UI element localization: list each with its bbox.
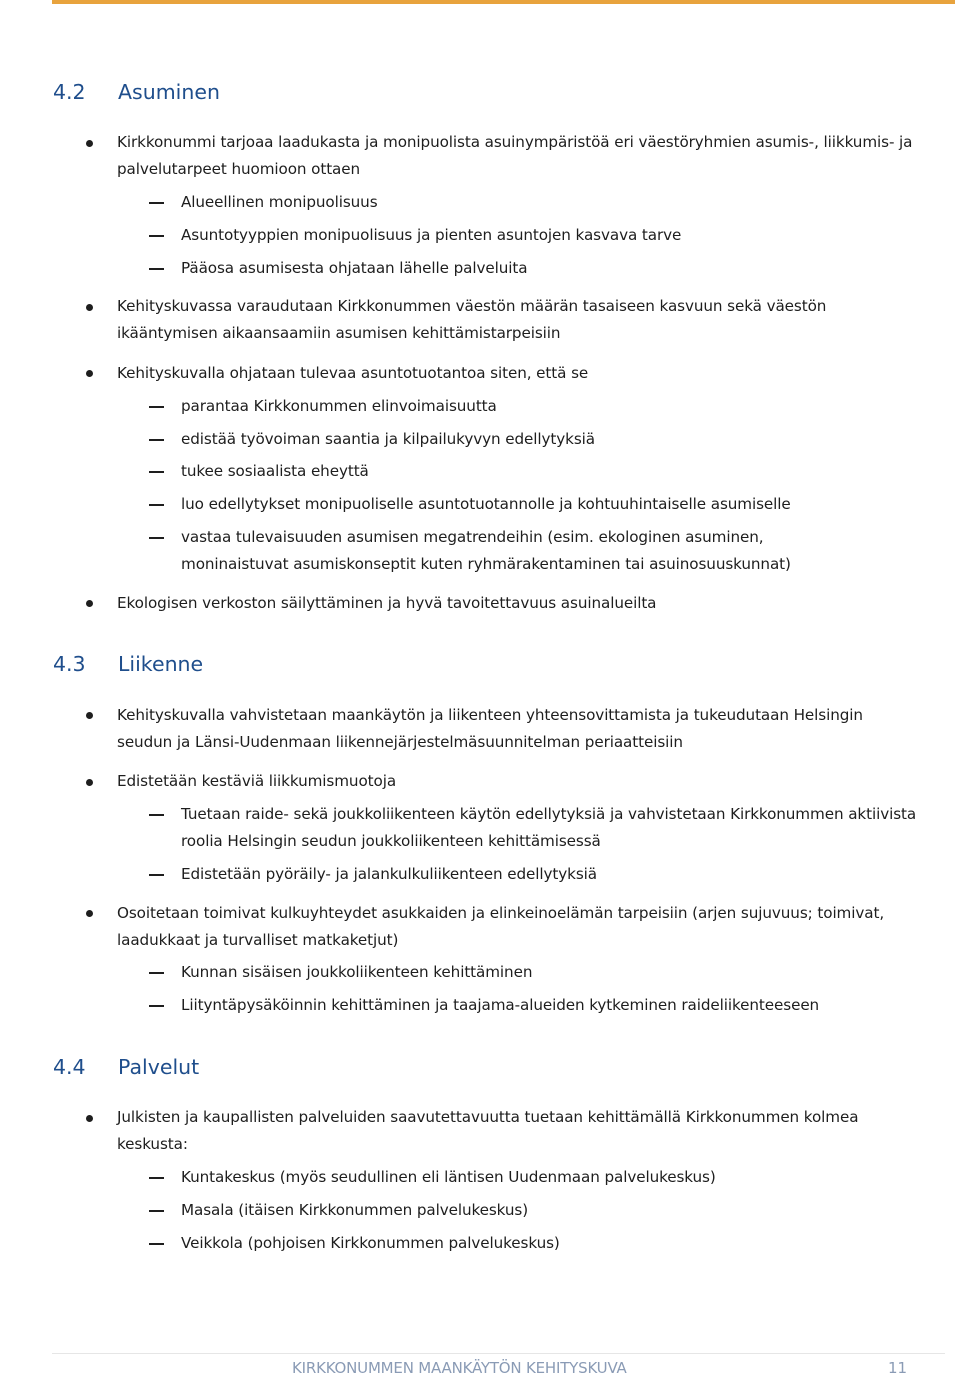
page-number: 11 xyxy=(888,1359,908,1377)
bullet-icon xyxy=(86,600,93,607)
dash-icon xyxy=(149,1177,164,1179)
heading-number: 4.2 xyxy=(53,80,86,104)
sub-item: vastaa tulevaisuuden asumisen megatrendeihin (esim. ekologinen asuminen, moninaistuvat asumiskonseptit kuten ryhmärakentaminen tai asuinosuuskunnat) xyxy=(181,528,791,573)
dash-icon xyxy=(149,972,164,974)
sub-item: Kunnan sisäisen joukkoliikenteen kehittäminen xyxy=(181,963,533,981)
sub-item: Liityntäpysäköinnin kehittäminen ja taajama-alueiden kytkeminen raideliikenteeseen xyxy=(181,996,820,1014)
list-item: Kehityskuvalla vahvistetaan maankäytön ja liikenteen yhteensovittamista ja tukeudutaan Helsingin seudun ja Länsi-Uudenmaan liikennejärjestelmäsuunnitelman periaatteisiin xyxy=(117,706,863,751)
dash-icon xyxy=(149,537,164,539)
bullet-icon xyxy=(86,140,93,147)
sub-item: Asuntotyyppien monipuolisuus ja pienten asuntojen kasvava tarve xyxy=(181,226,682,244)
bullet-icon xyxy=(86,779,93,786)
footer-rule xyxy=(52,1353,945,1354)
sub-item: luo edellytykset monipuoliselle asuntotuotannolle ja kohtuuhintaiselle asumiselle xyxy=(181,495,791,513)
heading-4-3 xyxy=(53,652,203,676)
sub-item: Alueellinen monipuolisuus xyxy=(181,193,378,211)
footer-title: KIRKKONUMMEN MAANKÄYTÖN KEHITYSKUVA xyxy=(292,1359,627,1377)
dash-icon xyxy=(149,504,164,506)
sub-item: parantaa Kirkkonummen elinvoimaisuutta xyxy=(181,397,497,415)
bullet-icon xyxy=(86,712,93,719)
dash-icon xyxy=(149,202,164,204)
dash-icon xyxy=(149,439,164,441)
dash-icon xyxy=(149,874,164,876)
bullet-icon xyxy=(86,910,93,917)
sub-item: Veikkola (pohjoisen Kirkkonummen palvelukeskus) xyxy=(181,1234,560,1252)
bullet-icon xyxy=(86,370,93,377)
sub-item: Masala (itäisen Kirkkonummen palvelukeskus) xyxy=(181,1201,529,1219)
bullet-icon xyxy=(86,1115,93,1122)
sub-item: tukee sosiaalista eheyttä xyxy=(181,462,369,480)
sub-item: Tuetaan raide- sekä joukkoliikenteen käytön edellytyksiä ja vahvistetaan Kirkkonummen aktiivista roolia Helsingin seudun joukkoliikenteen kehittämisessä xyxy=(181,805,917,850)
heading-title: Liikenne xyxy=(118,652,204,676)
heading-4-4 xyxy=(53,1055,199,1079)
dash-icon xyxy=(149,406,164,408)
list-item: Julkisten ja kaupallisten palveluiden saavutettavuutta tuetaan kehittämällä Kirkkonummen kolmea keskusta: xyxy=(117,1108,859,1153)
sub-item: edistää työvoiman saantia ja kilpailukyvyn edellytyksiä xyxy=(181,430,595,448)
heading-4-2 xyxy=(53,80,220,104)
dash-icon xyxy=(149,1243,164,1245)
heading-number: 4.3 xyxy=(53,652,86,676)
list-item: Kehityskuvassa varaudutaan Kirkkonummen väestön määrän tasaiseen kasvuun sekä väestön ikääntymisen aikaansaamiin asumisen kehittämistarpeisiin xyxy=(117,297,827,342)
dash-icon xyxy=(149,235,164,237)
dash-icon xyxy=(149,1005,164,1007)
list-item: Kehityskuvalla ohjataan tulevaa asuntotuotantoa siten, että se xyxy=(117,364,589,382)
heading-number: 4.4 xyxy=(53,1055,86,1079)
dash-icon xyxy=(149,1210,164,1212)
list-item: Ekologisen verkoston säilyttäminen ja hyvä tavoitettavuus asuinalueilta xyxy=(117,594,657,612)
top-rule xyxy=(52,0,955,4)
list-item: Edistetään kestäviä liikkumismuotoja xyxy=(117,772,397,790)
sub-item: Pääosa asumisesta ohjataan lähelle palveluita xyxy=(181,259,528,277)
bullet-icon xyxy=(86,304,93,311)
sub-item: Kuntakeskus (myös seudullinen eli läntisen Uudenmaan palvelukeskus) xyxy=(181,1168,716,1186)
list-item: Kirkkonummi tarjoaa laadukasta ja monipuolista asuinympäristöä eri väestöryhmien asumis-, liikkumis- ja palvelutarpeet huomioon ottaen xyxy=(117,133,913,178)
heading-title: Palvelut xyxy=(118,1055,200,1079)
list-item: Osoitetaan toimivat kulkuyhteydet asukkaiden ja elinkeinoelämän tarpeisiin (arjen sujuvuus; toimivat, laadukkaat ja turvalliset matkaketjut) xyxy=(117,904,885,949)
heading-title: Asuminen xyxy=(118,80,220,104)
sub-item: Edistetään pyöräily- ja jalankulkuliikenteen edellytyksiä xyxy=(181,865,597,883)
dash-icon xyxy=(149,471,164,473)
dash-icon xyxy=(149,268,164,270)
dash-icon xyxy=(149,814,164,816)
